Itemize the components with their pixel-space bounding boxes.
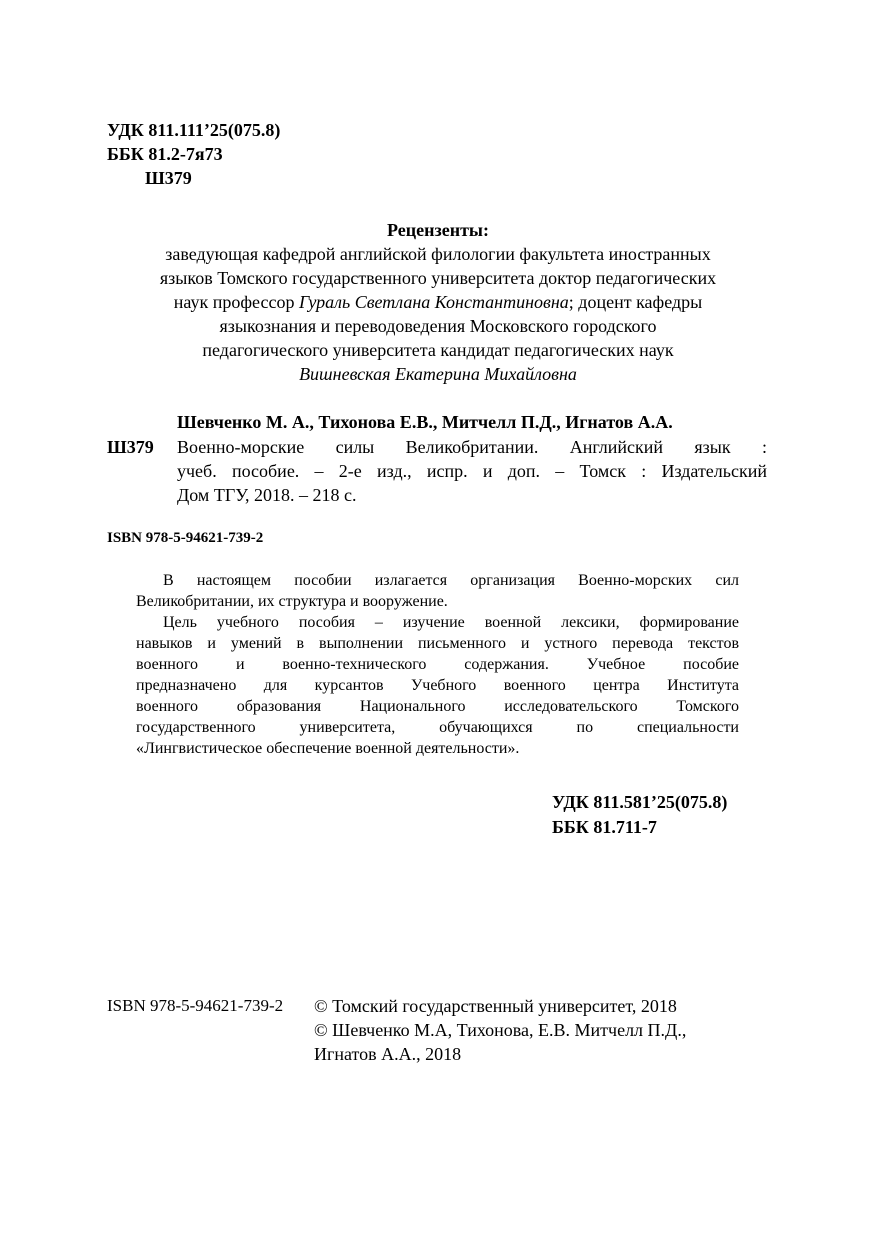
reviewer-text: языкознания и переводоведения Московского городского xyxy=(219,316,657,336)
reviewer-text: наук профессор xyxy=(173,292,299,312)
book-description-line: Военно-морские силы Великобритании. Английский язык : xyxy=(177,437,767,457)
bbk-code: ББК 81.2-7я73 xyxy=(107,144,223,164)
reviewer-name: Гураль Светлана Константиновна xyxy=(298,292,569,312)
copyright-line: © Томский государственный университет, 2018 xyxy=(314,996,677,1016)
book-description xyxy=(177,435,767,507)
copyright-line: © Шевченко М.А, Тихонова, Е.В. Митчелл П.Д., xyxy=(314,1020,687,1040)
copyright-line: Игнатов А.А., 2018 xyxy=(314,1044,462,1064)
author-code: Ш379 xyxy=(145,168,192,188)
abstract-line: предназначено для курсантов Учебного военного центра Института xyxy=(136,677,739,694)
classification-block xyxy=(107,118,280,190)
classification-block-bottom xyxy=(552,790,727,840)
abstract-block xyxy=(136,570,739,759)
udk-code: УДК 811.111’25(075.8) xyxy=(107,120,281,140)
reviewer-text: заведующая кафедрой английской филологии факультета иностранных xyxy=(165,244,711,264)
bbk-code-bottom: ББК 81.711-7 xyxy=(552,817,657,837)
abstract-line: навыков и умений в выполнении письменного и устного перевода текстов xyxy=(136,635,739,652)
abstract-line: государственного университета, обучающихся по специальности xyxy=(136,719,739,736)
reviewer-name: Вишневская Екатерина Михайловна xyxy=(299,364,577,384)
book-authors: Шевченко М. А., Тихонова Е.В., Митчелл П.Д., Игнатов А.А. xyxy=(177,412,673,432)
reviewers-line xyxy=(0,338,876,362)
reviewers-line xyxy=(0,314,876,338)
reviewers-text xyxy=(0,242,876,386)
reviewers-line xyxy=(0,266,876,290)
book-description-line: Дом ТГУ, 2018. – 218 с. xyxy=(177,485,357,505)
abstract-line: военного образования Национального исследовательского Томского xyxy=(136,698,739,715)
reviewer-text: педагогического университета кандидат педагогических наук xyxy=(202,340,674,360)
book-author-code: Ш379 xyxy=(107,437,154,457)
reviewers-block xyxy=(0,218,876,386)
reviewers-line xyxy=(0,362,876,386)
copyright-block xyxy=(314,994,686,1066)
book-description-line: учеб. пособие. – 2-е изд., испр. и доп. – Томск : Издательский xyxy=(177,461,767,481)
reviewer-text: языков Томского государственного университета доктор педагогических xyxy=(159,268,717,288)
reviewers-heading: Рецензенты: xyxy=(387,220,489,240)
isbn-label: ISBN 978-5-94621-739-2 xyxy=(107,530,264,546)
abstract-line: В настоящем пособии излагается организация Военно-морских сил xyxy=(163,572,739,589)
abstract-line: Великобритании, их структура и вооружение. xyxy=(136,593,448,610)
abstract-line: Цель учебного пособия – изучение военной лексики, формирование xyxy=(163,614,739,631)
abstract-line: «Лингвистическое обеспечение военной деятельности». xyxy=(136,740,520,757)
copyright-isbn: ISBN 978-5-94621-739-2 xyxy=(107,996,284,1015)
reviewers-line xyxy=(0,242,876,266)
abstract-line: военного и военно-технического содержания. Учебное пособие xyxy=(136,656,739,673)
reviewer-text: ; доцент кафедры xyxy=(568,292,703,312)
udk-code-bottom: УДК 811.581’25(075.8) xyxy=(552,792,728,812)
reviewers-line xyxy=(0,290,876,314)
